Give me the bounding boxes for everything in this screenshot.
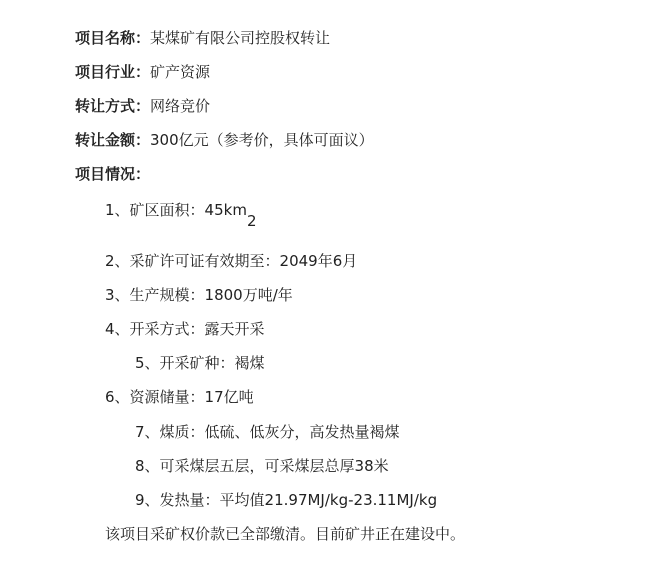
mining-method-text: 4、开采方式：露天开采 — [105, 320, 265, 338]
list-item-mine-area — [105, 200, 257, 230]
transfer-amount-row — [75, 130, 374, 150]
reserves-text: 6、资源储量：17亿吨 — [105, 388, 254, 406]
project-industry-value: 矿产资源 — [150, 63, 211, 81]
list-item-seams — [135, 456, 389, 476]
transfer-method-value: 网络竞价 — [150, 97, 211, 115]
footer-note-text: 该项目采矿权价款已全部缴清。目前矿井正在建设中。 — [105, 525, 466, 543]
project-name-value: 某煤矿有限公司控股权转让 — [150, 29, 331, 47]
list-item-reserves — [105, 387, 254, 407]
project-situation-label: 项目情况： — [75, 165, 151, 183]
list-item-coal-quality — [135, 422, 400, 442]
project-situation-row — [75, 164, 150, 184]
transfer-method-row — [75, 96, 210, 116]
project-industry-row — [75, 62, 210, 82]
list-item-production-scale — [105, 285, 293, 305]
mine-area-text: 1、矿区面积：45km — [105, 201, 247, 219]
transfer-amount-value: 300亿元（参考价，具体可面议） — [150, 131, 374, 149]
coal-quality-text: 7、煤质：低硫、低灰分，高发热量褐煤 — [135, 423, 400, 441]
production-scale-text: 3、生产规模：1800万吨/年 — [105, 286, 293, 304]
mine-area-subscript: 2 — [246, 212, 257, 230]
list-item-mining-method — [105, 319, 265, 339]
footer-note — [105, 524, 465, 544]
calorific-value-text: 9、发热量：平均值21.97MJ/kg-23.11MJ/kg — [135, 491, 438, 509]
license-text: 2、采矿许可证有效期至：2049年6月 — [105, 252, 358, 270]
project-industry-label: 项目行业： — [75, 63, 151, 81]
seams-text: 8、可采煤层五层，可采煤层总厚38米 — [135, 457, 389, 475]
project-name-label: 项目名称： — [75, 29, 151, 47]
list-item-calorific-value — [135, 490, 437, 510]
list-item-license — [105, 251, 357, 271]
list-item-mineral-type — [135, 353, 265, 373]
project-name-row — [75, 28, 330, 48]
transfer-method-label: 转让方式： — [75, 97, 151, 115]
transfer-amount-label: 转让金额： — [75, 131, 151, 149]
mineral-type-text: 5、开采矿种：褐煤 — [135, 354, 265, 372]
